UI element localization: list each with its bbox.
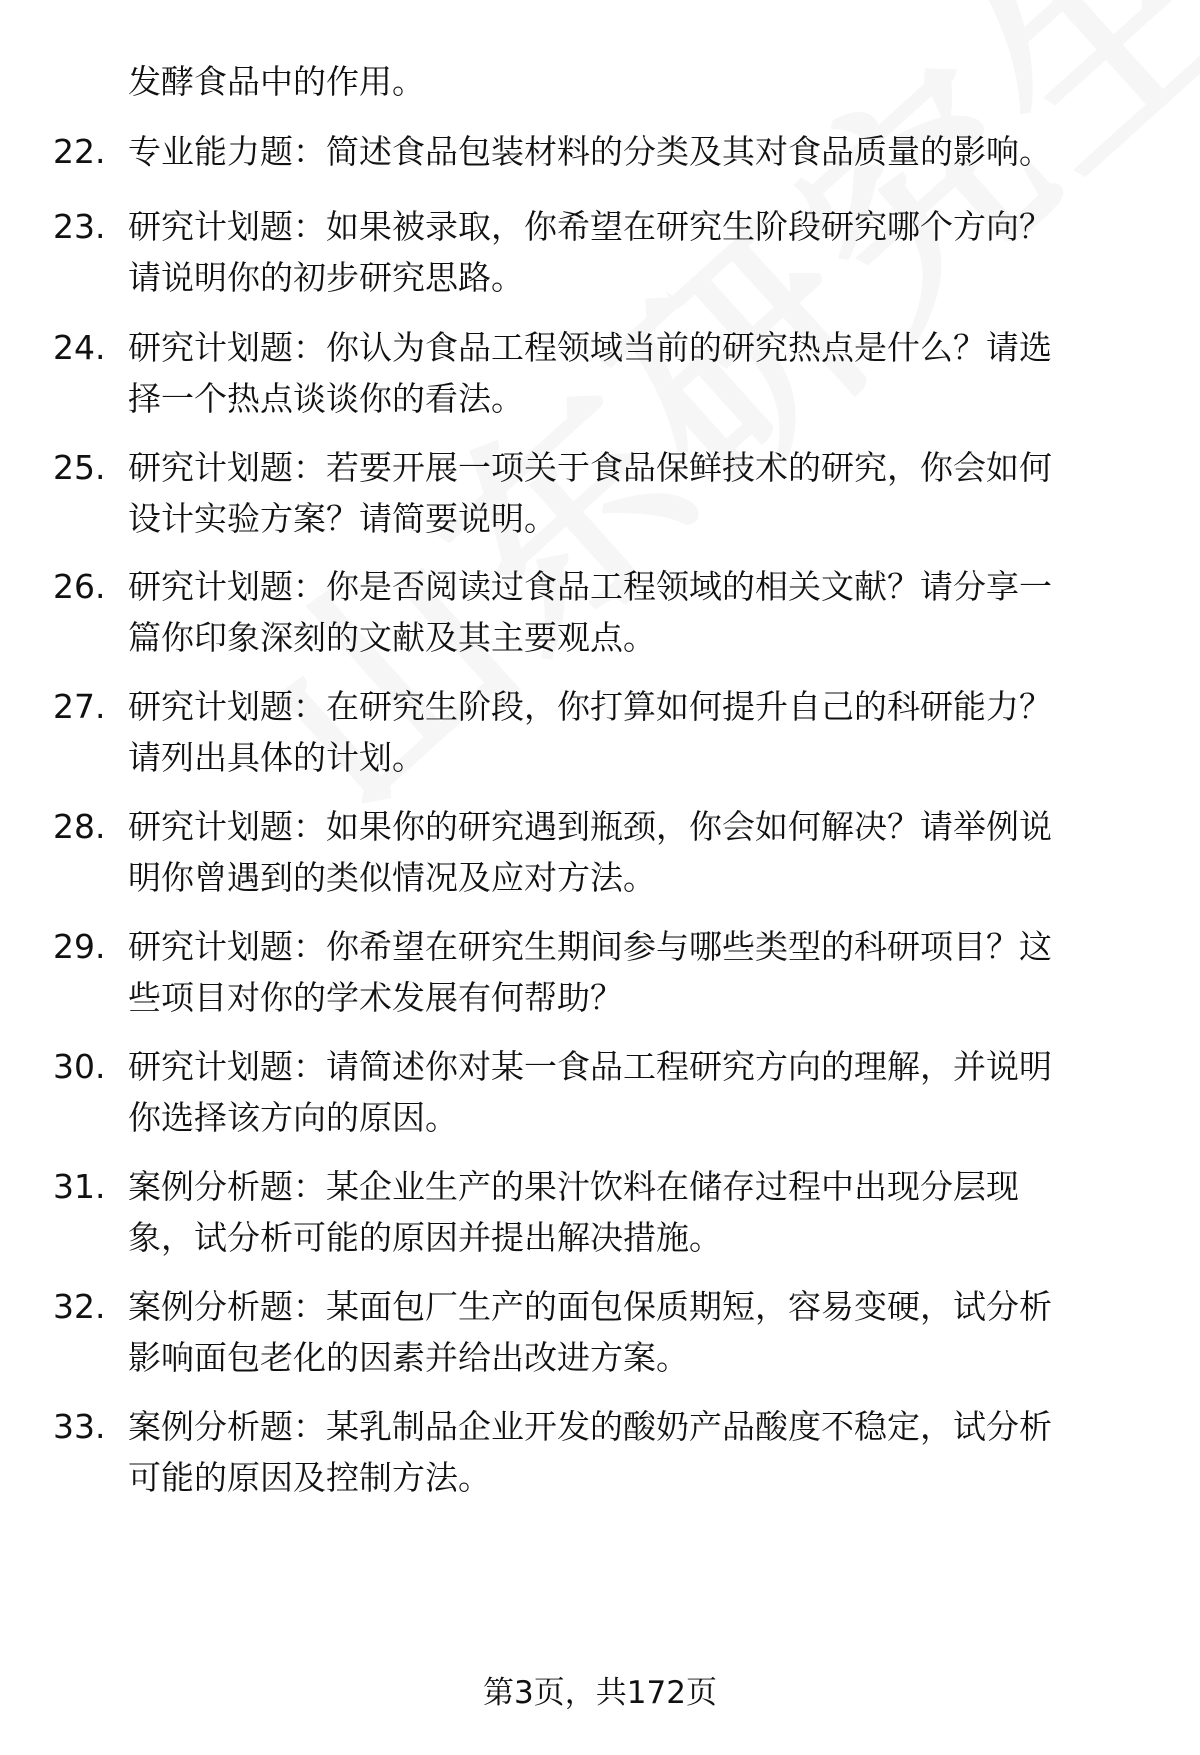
- question-text: [128, 126, 1148, 177]
- question-text: [128, 1401, 1148, 1503]
- question-line: 研究计划题：你希望在研究生期间参与哪些类型的科研项目？这: [128, 927, 1052, 966]
- question-line: 影响面包老化的因素并给出改进方案。: [128, 1338, 689, 1377]
- question-number: 33.: [53, 1407, 106, 1446]
- question-line: 请列出具体的计划。: [128, 738, 425, 777]
- question-line: 象，试分析可能的原因并提出解决措施。: [128, 1218, 722, 1257]
- question-line: 研究计划题：如果你的研究遇到瓶颈，你会如何解决？请举例说: [128, 807, 1052, 846]
- question-number: 25.: [53, 448, 106, 487]
- page-footer: 第3页，共172页: [483, 1675, 717, 1711]
- question-line: 案例分析题：某企业生产的果汁饮料在储存过程中出现分层现: [128, 1167, 1019, 1206]
- question-text: [128, 801, 1148, 903]
- question-line: 研究计划题：如果被录取，你希望在研究生阶段研究哪个方向？: [128, 207, 1052, 246]
- question-line: 案例分析题：某乳制品企业开发的酸奶产品酸度不稳定，试分析: [128, 1407, 1052, 1446]
- question-number: 24.: [53, 328, 106, 367]
- question-text: [128, 561, 1148, 663]
- question-text: [128, 1281, 1148, 1383]
- question-number: 27.: [53, 687, 106, 726]
- question-line: 可能的原因及控制方法。: [128, 1458, 491, 1497]
- question-line: 研究计划题：你是否阅读过食品工程领域的相关文献？请分享一: [128, 567, 1052, 606]
- question-number: 22.: [53, 132, 106, 171]
- continuation-line: 发酵食品中的作用。: [128, 62, 425, 101]
- question-line: 你选择该方向的原因。: [128, 1098, 458, 1137]
- question-text: [128, 1041, 1148, 1143]
- question-line: 择一个热点谈谈你的看法。: [128, 379, 524, 418]
- question-text: [128, 921, 1148, 1023]
- question-text: [128, 442, 1148, 544]
- question-text: [128, 1161, 1148, 1263]
- question-number: 26.: [53, 567, 106, 606]
- question-line: 研究计划题：你认为食品工程领域当前的研究热点是什么？请选: [128, 328, 1052, 367]
- question-line: 篇你印象深刻的文献及其主要观点。: [128, 618, 656, 657]
- question-number: 23.: [53, 207, 106, 246]
- question-number: 30.: [53, 1047, 106, 1086]
- question-number: 28.: [53, 807, 106, 846]
- question-line: 请说明你的初步研究思路。: [128, 258, 524, 297]
- question-text: [128, 322, 1148, 424]
- question-line: 研究计划题：请简述你对某一食品工程研究方向的理解，并说明: [128, 1047, 1052, 1086]
- question-line: 明你曾遇到的类似情况及应对方法。: [128, 858, 656, 897]
- question-number: 32.: [53, 1287, 106, 1326]
- question-text: [128, 681, 1148, 783]
- question-line: 案例分析题：某面包厂生产的面包保质期短，容易变硬，试分析: [128, 1287, 1052, 1326]
- question-text: [128, 201, 1148, 303]
- question-line: 研究计划题：在研究生阶段，你打算如何提升自己的科研能力？: [128, 687, 1052, 726]
- question-number: 31.: [53, 1167, 106, 1206]
- question-line: 设计实验方案？请简要说明。: [128, 499, 557, 538]
- question-line: 专业能力题：简述食品包装材料的分类及其对食品质量的影响。: [128, 132, 1052, 171]
- question-line: 研究计划题：若要开展一项关于食品保鲜技术的研究，你会如何: [128, 448, 1052, 487]
- question-number: 29.: [53, 927, 106, 966]
- question-line: 些项目对你的学术发展有何帮助？: [128, 978, 623, 1017]
